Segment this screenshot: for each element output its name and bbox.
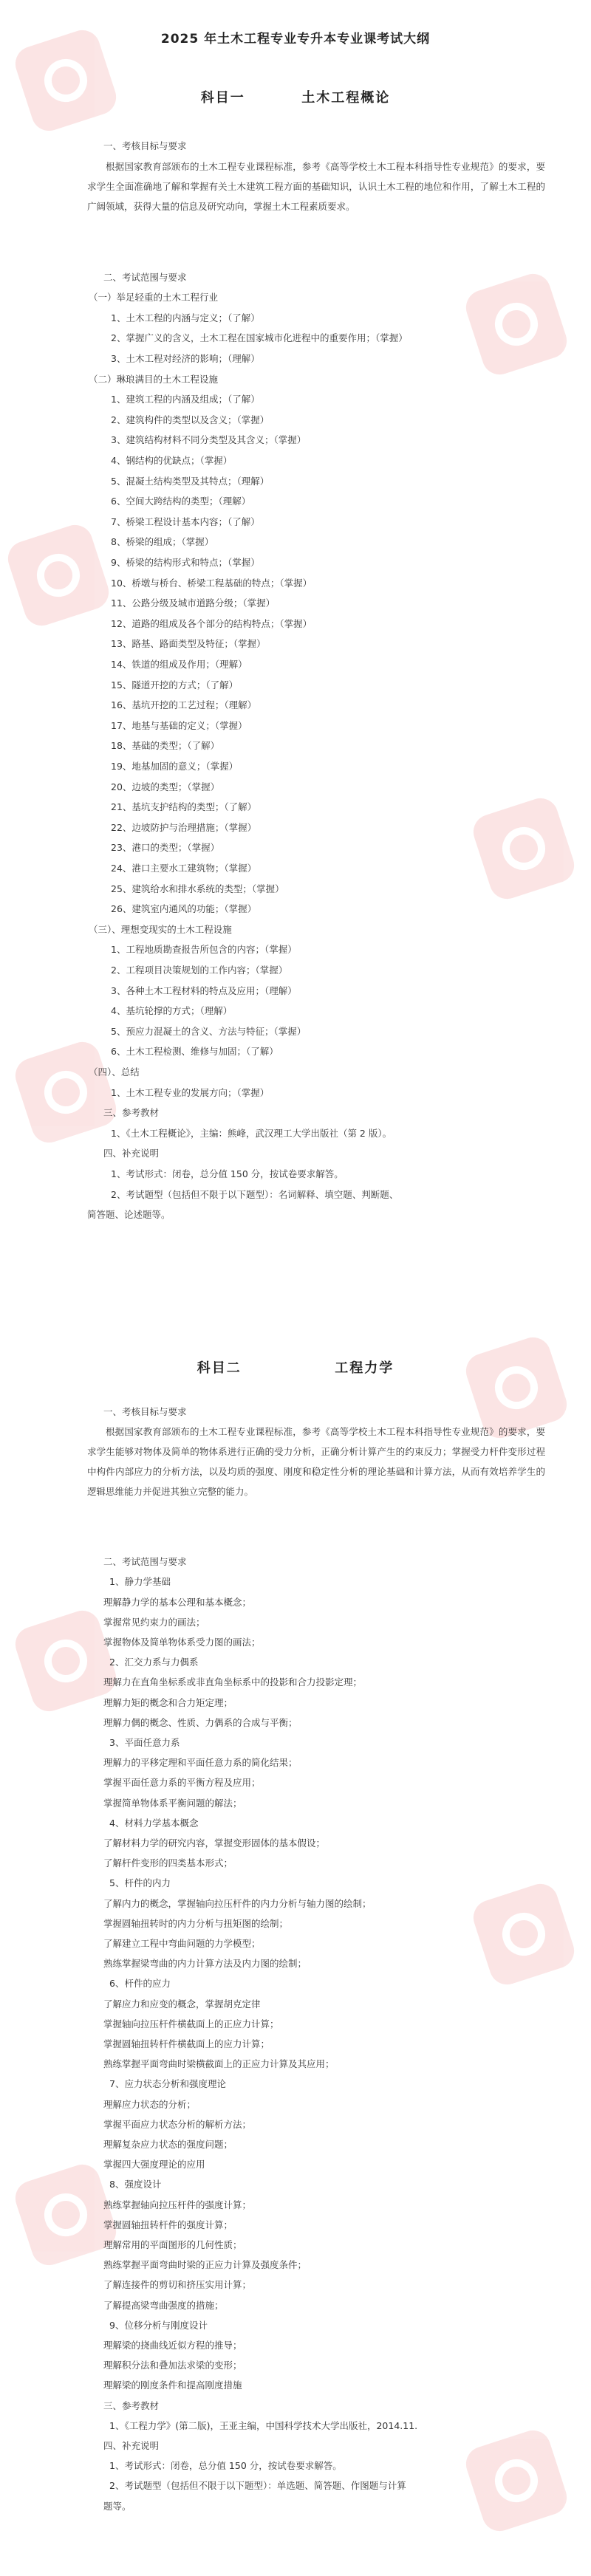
watermark-logo-icon xyxy=(11,2160,121,2270)
subject2-line: 了解提高梁弯曲强度的措施； xyxy=(103,2299,224,2311)
subject1-line: 5、混凝土结构类型及其特点；（理解） xyxy=(111,475,270,487)
subject2-line: 理解应力状态的分析； xyxy=(103,2098,197,2110)
subject1-line: 1、建筑工程的内涵及组成；（了解） xyxy=(111,394,260,405)
subject2-line: 理解力偶的概念、性质、力偶系的合成与平衡； xyxy=(103,1716,298,1728)
subject1-line: （三）、理想变现实的土木工程设施 xyxy=(89,923,232,935)
subject2-line: 理解常用的平面图形的几何性质； xyxy=(103,2239,242,2250)
subject1-line: 3、各种土木工程材料的特点及应用；（理解） xyxy=(111,984,297,996)
subject1-line: 三、参考教材 xyxy=(103,1107,160,1119)
watermark-logo-icon xyxy=(462,2426,572,2536)
subject1-line: 1、土木工程的内涵与定义；（了解） xyxy=(111,312,260,323)
subject2-line: 三、参考教材 xyxy=(103,2399,160,2411)
subject1-line: 19、地基加固的意义；（掌握） xyxy=(111,761,239,772)
subject2-line: 掌握圆轴扭转杆件横截面上的应力计算； xyxy=(103,2038,270,2049)
subject1-line: 26、建筑室内通风的功能；（掌握） xyxy=(111,903,257,915)
watermark-logo-icon xyxy=(469,794,579,904)
subject1-line: 13、路基、路面类型及特征；（掌握） xyxy=(111,638,266,650)
subject2-label: 科目二 xyxy=(197,1360,242,1376)
subject2-line: 9、位移分析与刚度设计 xyxy=(109,2319,208,2331)
subject1-line: 12、道路的组成及各个部分的结构特点；（掌握） xyxy=(111,617,312,629)
subject2-intro-paragraph: 根据国家教育部颁布的土木工程专业课程标准，参考《高等学校土木工程本科指导性专业规范》的要求，要求学生能够对物体及简单的物体系进行正确的受力分析，正确分析计算产生的约束反力；掌握受力杆件变形过程中构件内部应力的分析方法，以及均质的强度、刚度和稳定性分析的理论基础和计算方法，从而有效培养学生的逻辑思维能力并促进其独立完整的能力。 xyxy=(87,1426,545,1498)
subject1-line: 4、钢结构的优缺点；（掌握） xyxy=(111,455,233,466)
subject1-line: 16、基坑开挖的工艺过程；（理解） xyxy=(111,699,257,711)
subject2-line: 6、杆件的应力 xyxy=(109,1978,171,1990)
watermark-logo-icon xyxy=(11,1038,121,1148)
subject2-line: 一、考核目标与要求 xyxy=(103,1406,187,1417)
subject1-line: 11、公路分级及城市道路分级；（掌握） xyxy=(111,597,276,609)
subject1-line: 24、港口主要水工建筑物；（掌握） xyxy=(111,863,257,874)
subject2-line: 了解杆件变形的四类基本形式； xyxy=(103,1857,233,1869)
subject2-line: 理解力在直角坐标系或非直角坐标系中的投影和合力投影定理； xyxy=(103,1676,363,1688)
subject1-line: 6、土木工程检测、维修与加固；（了解） xyxy=(111,1046,279,1058)
subject1-line: （四）、总结 xyxy=(89,1066,140,1078)
subject1-heading xyxy=(0,87,591,106)
subject2-line: 熟练掌握梁弯曲的内力计算方法及内力图的绘制； xyxy=(103,1958,307,1970)
subject1-line: 3、土木工程对经济的影响；（理解） xyxy=(111,353,260,364)
subject1-line: 17、地基与基础的定义；（掌握） xyxy=(111,719,247,731)
subject1-line: 23、港口的类型；（掌握） xyxy=(111,842,220,854)
subject1-line: 14、铁道的组成及作用；（理解） xyxy=(111,659,247,670)
subject2-line: 理解积分法和叠加法求梁的变形； xyxy=(103,2360,242,2371)
subject2-line: 5、杆件的内力 xyxy=(109,1877,171,1889)
subject2-line: 题等。 xyxy=(103,2500,131,2512)
subject1-line: 6、空间大跨结构的类型；（理解） xyxy=(111,496,251,507)
subject1-line: 7、桥梁工程设计基本内容；（了解） xyxy=(111,515,260,527)
subject2-line: 理解静力学的基本公理和基本概念； xyxy=(103,1596,252,1608)
subject1-line: （一）举足轻重的土木工程行业 xyxy=(89,292,219,304)
subject1-line: 四、补充说明 xyxy=(103,1148,160,1159)
subject2-name: 工程力学 xyxy=(335,1360,394,1376)
subject2-line: 掌握简单物体系平衡问题的解法； xyxy=(103,1797,242,1809)
subject2-line: 1、静力学基础 xyxy=(109,1576,171,1588)
subject1-line: （二）琳琅满目的土木工程设施 xyxy=(89,373,219,385)
subject1-line: 5、预应力混凝土的含义、方法与特征；（掌握） xyxy=(111,1025,307,1037)
subject2-line: 理解梁的刚度条件和提高刚度措施 xyxy=(103,2380,242,2391)
subject2-line: 1、考试形式：闭卷，总分值 150 分，按试卷要求解答。 xyxy=(109,2460,342,2472)
watermark-logo-icon xyxy=(469,1880,579,1990)
subject1-line: 9、桥梁的结构形式和特点；（掌握） xyxy=(111,557,260,568)
watermark-logo-icon xyxy=(4,521,114,631)
watermark-logo-icon xyxy=(462,270,572,380)
subject2-line: 理解梁的挠曲线近似方程的推导； xyxy=(103,2340,242,2351)
subject1-line: 1、工程地质勘查报告所包含的内容；（掌握） xyxy=(111,944,297,956)
subject1-line: 1、考试形式：闭卷，总分值 150 分，按试卷要求解答。 xyxy=(111,1168,344,1179)
subject1-line: 1、《土木工程概论》，主编：熊峰，武汉理工大学出版社（第 2 版）。 xyxy=(111,1127,392,1139)
subject1-line: 15、隧道开挖的方式；（了解） xyxy=(111,679,239,691)
subject2-line: 理解力矩的概念和合力矩定理； xyxy=(103,1696,233,1708)
subject2-line: 掌握圆轴扭转杆件的强度计算； xyxy=(103,2219,233,2230)
subject1-line: 2、建筑构件的类型以及含义；（掌握） xyxy=(111,414,270,425)
subject2-line: 理解力的平移定理和平面任意力系的简化结果； xyxy=(103,1757,298,1769)
subject2-line: 掌握物体及简单物体系受力图的画法； xyxy=(103,1637,261,1648)
subject1-line: 8、桥梁的组成；（掌握） xyxy=(111,536,214,548)
subject1-line: 简答题、论述题等。 xyxy=(87,1209,171,1221)
subject1-line: 2、考试题型（包括但不限于以下题型）：名词解释、填空题、判断题、 xyxy=(111,1188,399,1200)
subject1-line: 4、基坑轮撑的方式；（理解） xyxy=(111,1005,233,1017)
subject1-line: 一、考核目标与要求 xyxy=(103,140,187,151)
subject1-line: 25、建筑给水和排水系统的类型；（掌握） xyxy=(111,883,284,894)
subject1-intro-paragraph: 根据国家教育部颁布的土木工程专业课程标准，参考《高等学校土木工程本科指导性专业规范》的要求，要求学生全面准确地了解和掌握有关土木建筑工程方面的基础知识，认识土木工程的地位和作用，了解土木工程的广阔领域，获得大量的信息及研究动向，掌握土木工程素质要求。 xyxy=(87,160,545,212)
subject2-line: 了解连接件的剪切和挤压实用计算； xyxy=(103,2279,252,2291)
subject1-line: 2、工程项目决策规划的工作内容；（掌握） xyxy=(111,965,288,976)
subject2-line: 了解应力和应变的概念，掌握胡克定律 xyxy=(103,1998,261,2010)
subject2-line: 四、补充说明 xyxy=(103,2440,160,2451)
subject2-line: 熟练掌握平面弯曲时梁的正应力计算及强度条件； xyxy=(103,2259,307,2271)
subject2-line: 2、考试题型（包括但不限于以下题型）：单选题、简答题、作图题与计算 xyxy=(109,2480,406,2492)
subject1-label: 科目一 xyxy=(200,90,245,106)
subject2-line: 二、考试范围与要求 xyxy=(103,1556,187,1568)
subject2-heading xyxy=(0,1357,591,1377)
subject2-line: 7、应力状态分析和强度理论 xyxy=(109,2078,226,2090)
subject1-line: 20、边坡的类型；（掌握） xyxy=(111,781,220,792)
subject1-line: 22、边坡防护与治理措施；（掌握） xyxy=(111,821,257,833)
subject2-line: 1、《工程力学》(第二版)，王亚主编，中国科学技术大学出版社，2014.11. xyxy=(109,2419,418,2431)
subject2-line: 熟练掌握轴向拉压杆件的强度计算； xyxy=(103,2199,252,2210)
subject2-line: 掌握圆轴扭转时的内力分析与扭矩图的绘制； xyxy=(103,1917,289,1929)
subject2-line: 掌握常见约束力的画法； xyxy=(103,1616,205,1628)
subject2-line: 了解建立工程中弯曲问题的力学模型； xyxy=(103,1938,261,1949)
subject1-line: 18、基础的类型；（了解） xyxy=(111,740,220,752)
subject2-line: 了解内力的概念，掌握轴向拉压杆件的内力分析与轴力图的绘制； xyxy=(103,1897,372,1909)
subject2-line: 熟练掌握平面弯曲时梁横截面上的正应力计算及其应用； xyxy=(103,2058,335,2070)
subject2-line: 掌握平面应力状态分析的解析方法； xyxy=(103,2118,252,2130)
subject2-line: 8、强度设计 xyxy=(109,2179,162,2190)
subject2-line: 3、平面任意力系 xyxy=(109,1737,180,1748)
subject2-line: 了解材料力学的研究内容，掌握变形固体的基本假设； xyxy=(103,1837,326,1849)
subject1-line: 1、土木工程专业的发展方向；（掌握） xyxy=(111,1086,270,1098)
subject2-line: 掌握轴向拉压杆件横截面上的正应力计算； xyxy=(103,2018,279,2029)
subject1-line: 2、掌握广义的含义，土木工程在国家城市化进程中的重要作用；（掌握） xyxy=(111,332,408,344)
subject2-line: 理解复杂应力状态的强度问题； xyxy=(103,2139,233,2150)
subject2-line: 掌握四大强度理论的应用 xyxy=(103,2159,205,2171)
subject2-line: 掌握平面任意力系的平衡方程及应用； xyxy=(103,1777,261,1789)
subject1-line: 10、桥墩与桥台、桥梁工程基础的特点；（掌握） xyxy=(111,577,312,589)
subject2-line: 2、汇交力系与力偶系 xyxy=(109,1657,199,1668)
subject1-line: 3、建筑结构材料不同分类型及其含义；（掌握） xyxy=(111,434,307,446)
subject1-line: 21、基坑支护结构的类型；（了解） xyxy=(111,801,257,813)
document-title: 2025 年土木工程专业专升本专业课考试大纲 xyxy=(160,32,431,47)
subject2-line: 4、材料力学基本概念 xyxy=(109,1817,199,1829)
subject1-line: 二、考试范围与要求 xyxy=(103,271,187,283)
subject1-name: 土木工程概论 xyxy=(301,90,391,106)
